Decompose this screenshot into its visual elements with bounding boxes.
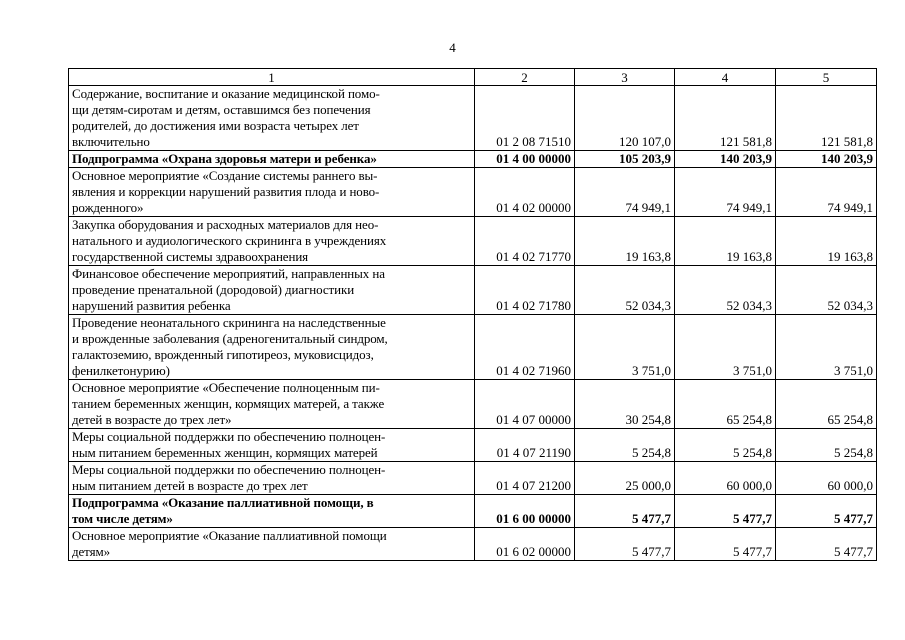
row-name-line: Подпрограмма «Оказание паллиативной помощи, в [72,495,374,510]
row-value-col3: 5 254,8 [575,429,675,462]
row-name-line: щи детям-сиротам и детям, оставшимся без попечения [72,102,371,117]
row-code-cell: 01 4 07 21190 [475,429,575,462]
table-header-row [69,69,877,86]
row-name-line: родителей, до достижения ими возраста четырех лет [72,118,359,133]
row-name-line: Основное мероприятие «Обеспечение полноценным пи- [72,380,380,395]
row-value-col3: 25 000,0 [575,462,675,495]
row-value-col4: 19 163,8 [675,217,776,266]
row-value-col4: 60 000,0 [675,462,776,495]
row-name-line: Содержание, воспитание и оказание медицинской помо- [72,86,380,101]
page-number: 4 [449,40,456,55]
row-name-line: проведение пренатальной (дородовой) диагностики [72,282,355,297]
row-value-col5: 5 254,8 [776,429,877,462]
row-name-line: явления и коррекции нарушений развития плода и ново- [72,184,380,199]
row-value-col3: 105 203,9 [575,151,675,168]
row-value-col4: 3 751,0 [675,315,776,380]
row-value-col4: 52 034,3 [675,266,776,315]
row-value-col4: 5 477,7 [675,528,776,561]
column-header-3: 3 [575,69,675,86]
row-name-line: рожденного» [72,200,144,215]
row-name-line: ным питанием беременных женщин, кормящих матерей [72,445,378,460]
row-name-line: Закупка оборудования и расходных материалов для нео- [72,217,379,232]
row-value-col3: 52 034,3 [575,266,675,315]
row-name-line: Основное мероприятие «Создание системы раннего вы- [72,168,378,183]
row-value-col3: 5 477,7 [575,528,675,561]
column-header-5: 5 [776,69,877,86]
row-name-line: галактоземию, врожденный гипотиреоз, муковисцидоз, [72,347,374,362]
row-name-line: включительно [72,134,150,149]
row-name-line: том числе детям» [72,511,173,526]
row-value-col4: 74 949,1 [675,168,776,217]
table-row [69,217,877,266]
row-code-cell: 01 4 02 71960 [475,315,575,380]
row-name-line: фенилкетонурию) [72,363,170,378]
column-header-2: 2 [475,69,575,86]
table-row [69,495,877,528]
table-row [69,528,877,561]
row-name-line: Основное мероприятие «Оказание паллиативной помощи [72,528,387,543]
row-code-cell: 01 4 02 71770 [475,217,575,266]
row-name-line: и врожденные заболевания (адреногенитальный синдром, [72,331,388,346]
row-name-line: натального и аудиологического скрининга в учреждениях [72,233,387,248]
table-row [69,462,877,495]
row-value-col5: 52 034,3 [776,266,877,315]
table-row [69,380,877,429]
row-name-cell [69,380,475,429]
row-name-cell [69,429,475,462]
row-name-cell [69,266,475,315]
row-value-col4: 5 254,8 [675,429,776,462]
row-value-col5: 3 751,0 [776,315,877,380]
row-value-col3: 74 949,1 [575,168,675,217]
column-header-4: 4 [675,69,776,86]
table-row [69,315,877,380]
row-value-col5: 60 000,0 [776,462,877,495]
row-name-line: Меры социальной поддержки по обеспечению полноцен- [72,462,386,477]
row-code-cell: 01 4 07 00000 [475,380,575,429]
row-code-cell: 01 4 07 21200 [475,462,575,495]
row-value-col3: 19 163,8 [575,217,675,266]
row-value-col4: 121 581,8 [675,86,776,151]
row-value-col4: 140 203,9 [675,151,776,168]
table-row [69,151,877,168]
row-value-col3: 3 751,0 [575,315,675,380]
row-name-line: Подпрограмма «Охрана здоровья матери и ребенка» [72,151,377,166]
row-name-line: детям» [72,544,111,559]
table-row [69,86,877,151]
budget-table-body [69,69,877,561]
table-row [69,168,877,217]
column-header-1: 1 [69,69,475,86]
row-name-line: танием беременных женщин, кормящих матерей, а также [72,396,385,411]
row-value-col3: 30 254,8 [575,380,675,429]
row-name-line: ным питанием детей в возрасте до трех лет [72,478,308,493]
row-name-cell [69,86,475,151]
row-code-cell: 01 6 00 00000 [475,495,575,528]
row-value-col5: 5 477,7 [776,528,877,561]
row-value-col5: 74 949,1 [776,168,877,217]
row-value-col4: 65 254,8 [675,380,776,429]
row-name-line: государственной системы здравоохранения [72,249,309,264]
row-value-col4: 5 477,7 [675,495,776,528]
row-name-line: Меры социальной поддержки по обеспечению полноцен- [72,429,386,444]
row-name-line: детей в возрасте до трех лет» [72,412,232,427]
row-name-line: нарушений развития ребенка [72,298,231,313]
row-name-cell [69,151,475,168]
row-code-cell: 01 4 02 71780 [475,266,575,315]
table-row [69,266,877,315]
budget-table [68,68,877,561]
row-name-cell [69,315,475,380]
table-row [69,429,877,462]
row-name-line: Финансовое обеспечение мероприятий, направленных на [72,266,385,281]
row-name-cell [69,168,475,217]
row-name-cell [69,528,475,561]
row-value-col3: 5 477,7 [575,495,675,528]
row-code-cell: 01 4 02 00000 [475,168,575,217]
row-name-cell [69,495,475,528]
row-code-cell: 01 4 00 00000 [475,151,575,168]
row-name-cell [69,462,475,495]
row-value-col3: 120 107,0 [575,86,675,151]
row-value-col5: 140 203,9 [776,151,877,168]
row-value-col5: 121 581,8 [776,86,877,151]
row-value-col5: 19 163,8 [776,217,877,266]
row-name-line: Проведение неонатального скрининга на наследственные [72,315,386,330]
row-value-col5: 65 254,8 [776,380,877,429]
row-name-cell [69,217,475,266]
row-code-cell: 01 2 08 71510 [475,86,575,151]
row-value-col5: 5 477,7 [776,495,877,528]
row-code-cell: 01 6 02 00000 [475,528,575,561]
